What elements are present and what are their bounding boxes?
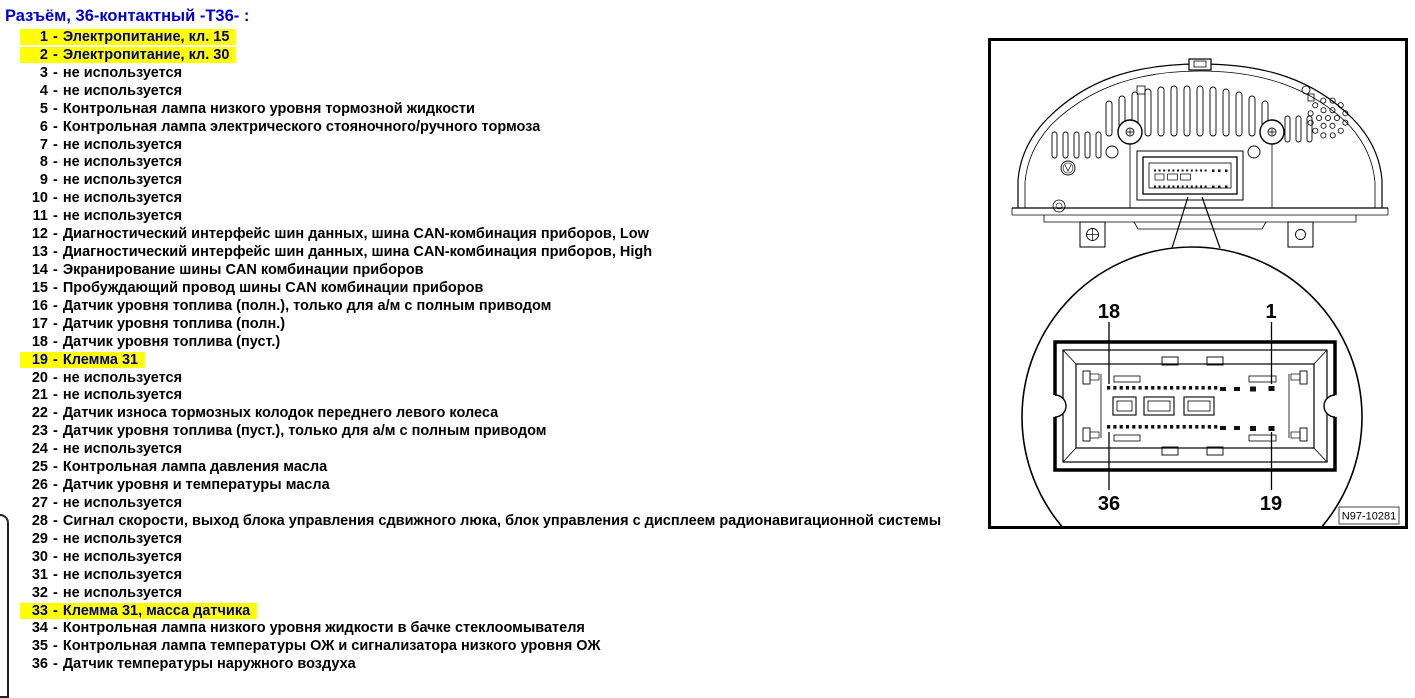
pin-description: не используется [62, 82, 183, 99]
pin-description: Клемма 31, масса датчика [62, 602, 251, 619]
separator-dash: - [53, 369, 58, 386]
figure-code-box [1339, 507, 1399, 524]
pin-row [5, 262, 965, 280]
pin-row [5, 137, 965, 155]
pin-row [5, 244, 965, 262]
pin-description: не используется [62, 548, 183, 565]
pin-row [5, 83, 965, 101]
pin-description: Датчик уровня топлива (полн.), только для а/м с полным приводом [62, 297, 552, 314]
pin-row [5, 585, 965, 603]
pin-row [5, 495, 965, 513]
separator-dash: - [53, 136, 58, 153]
pin-row [5, 316, 965, 334]
pin-row [5, 620, 965, 638]
pin-row [5, 513, 965, 531]
separator-dash: - [53, 261, 58, 278]
pin-number: 26 [31, 477, 48, 494]
pin-number: 32 [31, 584, 48, 601]
pin-description: Датчик уровня и температуры масла [62, 477, 330, 494]
separator-dash: - [53, 208, 58, 225]
pin-description: Электропитание, кл. 15 [62, 29, 230, 45]
pin-row [5, 119, 965, 137]
separator-dash: - [53, 405, 58, 422]
pin-description: Датчик температуры наружного воздуха [62, 656, 356, 673]
pin-label-1: 1 [1265, 301, 1277, 323]
separator-dash: - [53, 441, 58, 458]
pin-description: Сигнал скорости, выход блока управления сдвижного люка, блок управления с дисплеем радионавигационной системы [62, 512, 942, 529]
pin-row [5, 441, 965, 459]
separator-dash: - [53, 638, 58, 655]
pin-description: не используется [62, 530, 183, 547]
separator-dash: - [53, 315, 58, 332]
pin-row [5, 101, 965, 119]
pin-row [5, 370, 965, 388]
pin-number: 1 [39, 29, 48, 45]
separator-dash: - [53, 46, 58, 63]
pin-row [5, 29, 965, 47]
pin-row [5, 405, 965, 423]
separator-dash: - [53, 351, 58, 368]
separator-dash: - [53, 279, 58, 296]
pin-number: 36 [31, 656, 48, 673]
separator-dash: - [53, 387, 58, 404]
pin-description: Диагностический интерфейс шин данных, шина CAN-комбинация приборов, Low [62, 226, 649, 243]
pin-description: Контрольная лампа температуры ОЖ и сигнализатора низкого уровня ОЖ [62, 638, 601, 655]
pin-row [5, 154, 965, 172]
separator-dash: - [53, 548, 58, 565]
pin-description: Контрольная лампа электрического стояночного/ручного тормоза [62, 118, 541, 135]
pin-description: не используется [62, 441, 183, 458]
pin-row [5, 352, 965, 370]
pin-number: 28 [31, 512, 48, 529]
pin-number: 4 [39, 82, 48, 99]
pin-number: 17 [31, 315, 48, 332]
pin-number: 15 [31, 279, 48, 296]
separator-dash: - [53, 82, 58, 99]
highlight-marker [20, 29, 236, 45]
pin-list [5, 29, 965, 674]
pin-number: 11 [32, 208, 48, 225]
separator-dash: - [53, 656, 58, 673]
separator-dash: - [53, 423, 58, 440]
pin-row [5, 656, 965, 674]
pin-description: не используется [62, 369, 183, 386]
pin-description: не используется [62, 136, 183, 153]
pin-number: 27 [31, 494, 48, 511]
pin-assignment-section [5, 7, 965, 674]
pin-label-19: 19 [1259, 493, 1283, 515]
separator-dash: - [53, 530, 58, 547]
separator-dash: - [53, 29, 58, 45]
pin-description: Контрольная лампа низкого уровня жидкости в бачке стеклоомывателя [62, 620, 585, 637]
pin-description: Датчик уровня топлива (пуст.) [62, 333, 281, 350]
pin-row [5, 549, 965, 567]
pin-row [5, 567, 965, 585]
pin-row [5, 477, 965, 495]
pin-number: 23 [31, 423, 48, 440]
pin-number: 31 [31, 566, 48, 583]
pin-number: 19 [31, 351, 48, 368]
separator-dash: - [53, 244, 58, 261]
separator-dash: - [53, 297, 58, 314]
pin-number: 18 [31, 333, 48, 350]
separator-dash: - [53, 118, 58, 135]
pin-description: не используется [62, 64, 183, 81]
pin-row [5, 531, 965, 549]
pin-number: 25 [31, 459, 48, 476]
pin-number: 20 [31, 369, 48, 386]
pin-row [5, 638, 965, 656]
figure-code: N97-10281 [1341, 510, 1397, 523]
pin-description: не используется [62, 172, 183, 189]
separator-dash: - [53, 477, 58, 494]
highlight-marker [20, 47, 236, 63]
separator-dash: - [53, 226, 58, 243]
pin-number: 3 [39, 64, 48, 81]
pin-number: 29 [31, 530, 48, 547]
pin-row [5, 334, 965, 352]
pin-description: не используется [62, 387, 183, 404]
pin-number: 2 [39, 46, 48, 63]
pin-row [5, 172, 965, 190]
pin-description: не используется [62, 566, 183, 583]
pin-description: Датчик уровня топлива (полн.) [62, 315, 286, 332]
separator-dash: - [53, 64, 58, 81]
pin-number: 10 [31, 190, 48, 207]
separator-dash: - [53, 584, 58, 601]
separator-dash: - [53, 154, 58, 171]
pin-number: 24 [31, 441, 48, 458]
pin-number: 21 [31, 387, 48, 404]
pin-number: 34 [31, 620, 48, 637]
technical-diagram [988, 38, 1408, 529]
pin-number: 12 [31, 226, 48, 243]
separator-dash: - [53, 100, 58, 117]
separator-dash: - [53, 602, 58, 619]
pin-number: 9 [39, 172, 48, 189]
highlight-marker [20, 603, 257, 619]
separator-dash: - [53, 172, 58, 189]
pin-description: Пробуждающий провод шины CAN комбинации приборов [62, 279, 484, 296]
pin-row [5, 459, 965, 477]
pin-number: 22 [31, 405, 48, 422]
pin-description: не используется [62, 208, 183, 225]
pin-number: 16 [31, 297, 48, 314]
pin-label-18: 18 [1097, 301, 1121, 323]
pin-row [5, 47, 965, 65]
pin-number: 14 [31, 261, 48, 278]
pin-description: не используется [62, 584, 183, 601]
pin-description: Контрольная лампа давления масла [62, 459, 328, 476]
separator-dash: - [53, 333, 58, 350]
pin-number: 33 [31, 602, 48, 619]
pin-row [5, 603, 965, 621]
pin-row [5, 190, 965, 208]
pin-row [5, 423, 965, 441]
pin-description: Электропитание, кл. 30 [62, 46, 230, 63]
separator-dash: - [53, 512, 58, 529]
pin-description: Контрольная лампа низкого уровня тормозной жидкости [62, 100, 475, 117]
pin-description: не используется [62, 494, 183, 511]
pin-row [5, 298, 965, 316]
pin-row [5, 65, 965, 83]
separator-dash: - [53, 566, 58, 583]
separator-dash: - [53, 190, 58, 207]
pin-row [5, 226, 965, 244]
pin-row [5, 208, 965, 226]
pin-number: 13 [31, 244, 48, 261]
pin-number: 7 [39, 136, 48, 153]
pin-number: 6 [39, 118, 48, 135]
pin-row [5, 280, 965, 298]
pin-description: Экранирование шины CAN комбинации приборов [62, 261, 424, 278]
pin-description: Клемма 31 [62, 351, 139, 368]
pin-description: Диагностический интерфейс шин данных, шина CAN-комбинация приборов, High [62, 244, 653, 261]
pin-description: не используется [62, 154, 183, 171]
separator-dash: - [53, 620, 58, 637]
separator-dash: - [53, 459, 58, 476]
page-title: Разъём, 36-контактный -Т36- : [5, 7, 250, 25]
pin-row [5, 387, 965, 405]
separator-dash: - [53, 494, 58, 511]
pin-description: не используется [62, 190, 183, 207]
highlight-marker [20, 352, 145, 368]
pin-description: Датчик уровня топлива (пуст.), только для а/м с полным приводом [62, 423, 547, 440]
pin-label-36: 36 [1097, 493, 1121, 515]
pin-number: 30 [31, 548, 48, 565]
pin-number: 35 [31, 638, 48, 655]
pin-number: 5 [39, 100, 48, 117]
pin-number: 8 [39, 154, 48, 171]
pin-description: Датчик износа тормозных колодок переднего левого колеса [62, 405, 499, 422]
